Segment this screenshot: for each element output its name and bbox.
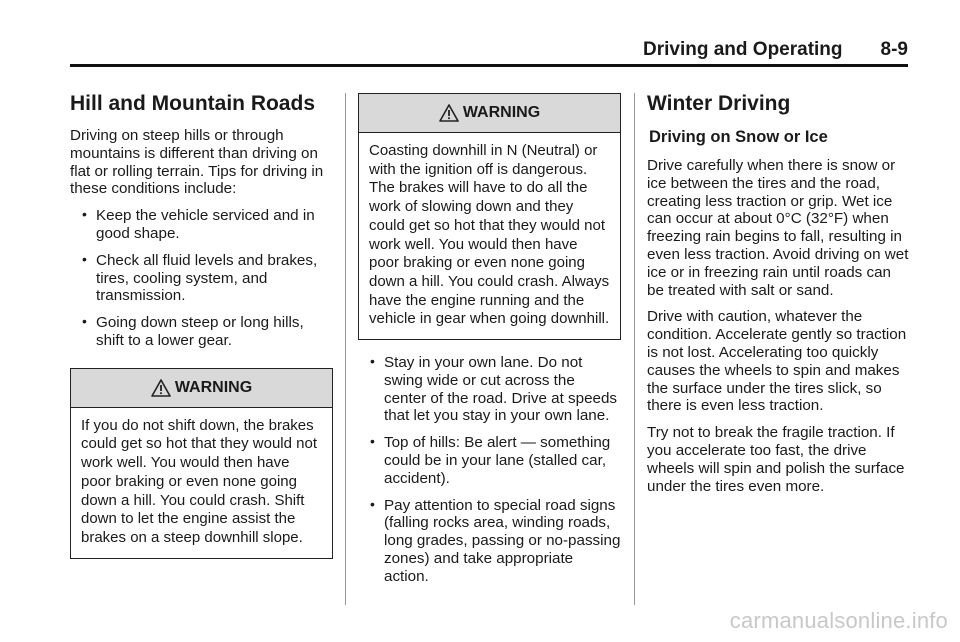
page-number: 8-9 — [880, 39, 908, 60]
warning-text: If you do not shift down, the brakes could get so hot that they would not work well. You would then have poor braking or even none going down a hill. You could crash. Shift down to let the engine assist the brakes on a steep downhill slope. — [81, 416, 317, 546]
warning-label: WARNING — [174, 378, 253, 396]
paragraph: Try not to break the fragile traction. If you accelerate too fast, the drive wheels will spin and polish the surface under the tires even more. — [647, 424, 905, 495]
list-item-text: Check all fluid levels and brakes, tires, cooling system, and transmission. — [96, 251, 318, 305]
warning-triangle-icon — [439, 104, 459, 122]
bullet: • — [82, 250, 87, 267]
list-item — [70, 252, 333, 305]
list-item — [358, 434, 621, 487]
section-title-hill-roads: Hill and Mountain Roads — [70, 92, 315, 115]
bullet: • — [370, 353, 375, 370]
column-divider-right — [634, 93, 635, 605]
warning-text: Coasting downhill in N (Neutral) or with the ignition off is dangerous. The brakes will have to do all the work of slowing down and they could get so hot that they would not work well. You would then have poor braking or even none going down a hill. You could crash. Always have the engine running and the vehicle in gear when going downhill. — [369, 142, 610, 328]
hill-tips-list — [70, 207, 333, 350]
paragraph: Drive carefully when there is snow or ice between the tires and the road, creating less traction or grip. Wet ice can occur at about 0°C (32°F) when freezing rain begins to fall, resulting in even less traction. Avoid driving on wet ice or in freezing rain until roads can be treated with salt or sand. — [647, 157, 909, 299]
bullet: • — [370, 495, 375, 512]
watermark: carmanualsonline.info — [729, 608, 948, 633]
list-item — [358, 497, 621, 586]
bullet: • — [370, 433, 375, 450]
list-item-text: Top of hills: Be alert — something could be in your lane (stalled car, accident). — [384, 434, 611, 487]
list-item-text: Going down steep or long hills, shift to a lower gear. — [96, 314, 304, 349]
warning-label: WARNING — [462, 104, 541, 122]
column-2 — [358, 93, 621, 595]
bullet: • — [82, 206, 87, 223]
road-tips-list — [358, 354, 621, 586]
list-item — [358, 354, 621, 425]
bullet: • — [82, 313, 87, 330]
warning-box-coasting — [358, 93, 621, 340]
subsection-title-snow-ice: Driving on Snow or Ice — [649, 128, 828, 146]
column-1 — [70, 88, 333, 573]
warning-box-shift-down — [70, 368, 333, 559]
column-divider-left — [345, 93, 346, 605]
warning-header — [71, 369, 332, 408]
list-item — [70, 314, 333, 350]
paragraph: Drive with caution, whatever the condition. Accelerate gently so traction is not lost. Accelerating too quickly causes the wheels to spin and makes the surface under the tires slick, so there is even less traction. — [647, 308, 907, 415]
header-rule — [70, 64, 908, 67]
column-3 — [647, 88, 909, 504]
warning-triangle-icon — [151, 379, 171, 397]
intro-paragraph: Driving on steep hills or through mountains is different than driving on flat or rolling terrain. Tips for driving in these conditions include: — [70, 127, 324, 198]
chapter-title: Driving and Operating — [643, 39, 843, 60]
list-item — [70, 207, 333, 243]
section-title-winter-driving: Winter Driving — [647, 92, 791, 115]
list-item-text: Stay in your own lane. Do not swing wide or cut across the center of the road. Drive at speeds that let you stay in your own lane. — [384, 354, 618, 425]
list-item-text: Keep the vehicle serviced and in good shape. — [96, 207, 315, 242]
list-item-text: Pay attention to special road signs (falling rocks area, winding roads, long grades, passing or no-passing zones) and take appropriate action. — [384, 496, 621, 585]
warning-header — [359, 94, 620, 133]
page-header — [70, 37, 908, 63]
